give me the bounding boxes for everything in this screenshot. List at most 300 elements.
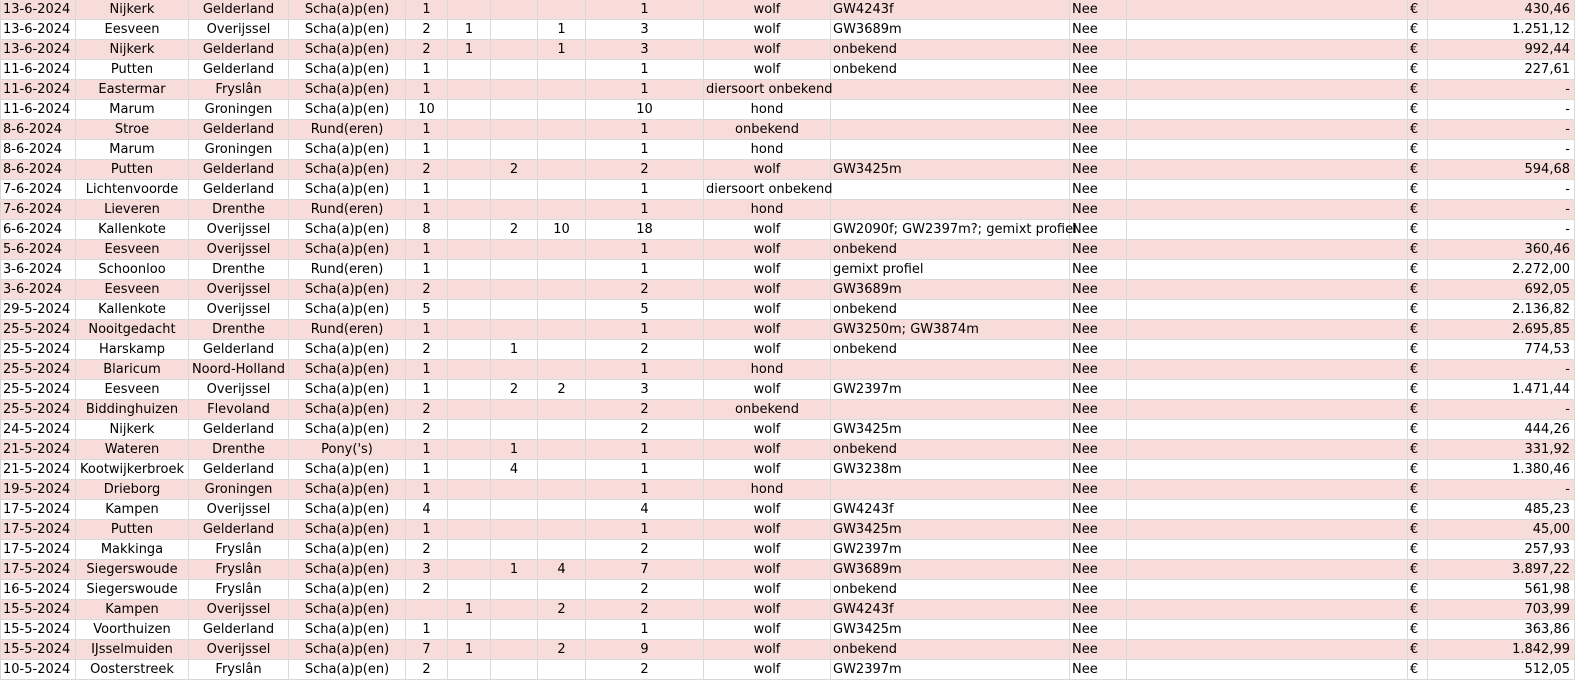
empty-cell[interactable] bbox=[1127, 660, 1408, 680]
place-cell[interactable]: Nooitgedacht bbox=[76, 320, 189, 340]
total-count-cell[interactable]: 4 bbox=[586, 500, 704, 520]
currency-cell[interactable]: € bbox=[1408, 280, 1428, 300]
total-count-cell[interactable]: 1 bbox=[586, 240, 704, 260]
species-cell[interactable]: wolf bbox=[704, 600, 831, 620]
province-cell[interactable]: Flevoland bbox=[189, 400, 289, 420]
date-cell[interactable]: 25-5-2024 bbox=[1, 340, 76, 360]
amount-cell[interactable]: 45,00 bbox=[1428, 520, 1575, 540]
province-cell[interactable]: Overijssel bbox=[189, 220, 289, 240]
individual-cell[interactable]: GW2397m bbox=[831, 540, 1070, 560]
count-cell-2[interactable] bbox=[448, 400, 491, 420]
place-cell[interactable]: Lieveren bbox=[76, 200, 189, 220]
count-cell-4[interactable]: 4 bbox=[538, 560, 586, 580]
species-cell[interactable]: onbekend bbox=[704, 400, 831, 420]
total-count-cell[interactable]: 2 bbox=[586, 540, 704, 560]
count-cell-4[interactable]: 1 bbox=[538, 20, 586, 40]
currency-cell[interactable]: € bbox=[1408, 540, 1428, 560]
empty-cell[interactable] bbox=[1127, 520, 1408, 540]
count-cell-2[interactable] bbox=[448, 320, 491, 340]
individual-cell[interactable]: onbekend bbox=[831, 340, 1070, 360]
empty-cell[interactable] bbox=[1127, 360, 1408, 380]
province-cell[interactable]: Gelderland bbox=[189, 120, 289, 140]
individual-cell[interactable] bbox=[831, 360, 1070, 380]
count-cell-4[interactable] bbox=[538, 120, 586, 140]
species-cell[interactable]: wolf bbox=[704, 420, 831, 440]
amount-cell[interactable]: 512,05 bbox=[1428, 660, 1575, 680]
count-cell-2[interactable] bbox=[448, 360, 491, 380]
count-cell-4[interactable] bbox=[538, 240, 586, 260]
province-cell[interactable]: Gelderland bbox=[189, 340, 289, 360]
table-row[interactable] bbox=[1, 60, 1575, 80]
empty-cell[interactable] bbox=[1127, 60, 1408, 80]
table-row[interactable] bbox=[1, 160, 1575, 180]
count-cell-3[interactable] bbox=[491, 660, 538, 680]
empty-cell[interactable] bbox=[1127, 400, 1408, 420]
date-cell[interactable]: 11-6-2024 bbox=[1, 60, 76, 80]
province-cell[interactable]: Gelderland bbox=[189, 180, 289, 200]
count-cell-3[interactable] bbox=[491, 20, 538, 40]
empty-cell[interactable] bbox=[1127, 500, 1408, 520]
count-cell-2[interactable] bbox=[448, 120, 491, 140]
date-cell[interactable]: 8-6-2024 bbox=[1, 140, 76, 160]
currency-cell[interactable]: € bbox=[1408, 260, 1428, 280]
count-cell-3[interactable]: 1 bbox=[491, 340, 538, 360]
count-cell-4[interactable] bbox=[538, 200, 586, 220]
date-cell[interactable]: 24-5-2024 bbox=[1, 420, 76, 440]
place-cell[interactable]: Oosterstreek bbox=[76, 660, 189, 680]
individual-cell[interactable]: onbekend bbox=[831, 440, 1070, 460]
animal-type-cell[interactable]: Rund(eren) bbox=[289, 200, 406, 220]
currency-cell[interactable]: € bbox=[1408, 560, 1428, 580]
count-cell-3[interactable] bbox=[491, 60, 538, 80]
species-cell[interactable]: wolf bbox=[704, 220, 831, 240]
count-cell-2[interactable] bbox=[448, 660, 491, 680]
table-row[interactable] bbox=[1, 100, 1575, 120]
individual-cell[interactable]: GW3425m bbox=[831, 620, 1070, 640]
count-cell-2[interactable] bbox=[448, 0, 491, 20]
flag-cell[interactable]: Nee bbox=[1070, 440, 1127, 460]
place-cell[interactable]: Marum bbox=[76, 100, 189, 120]
count-cell-1[interactable]: 1 bbox=[406, 360, 448, 380]
individual-cell[interactable] bbox=[831, 140, 1070, 160]
date-cell[interactable]: 6-6-2024 bbox=[1, 220, 76, 240]
province-cell[interactable]: Fryslân bbox=[189, 560, 289, 580]
count-cell-2[interactable] bbox=[448, 380, 491, 400]
individual-cell[interactable]: GW3250m; GW3874m bbox=[831, 320, 1070, 340]
place-cell[interactable]: Nijkerk bbox=[76, 0, 189, 20]
place-cell[interactable]: Lichtenvoorde bbox=[76, 180, 189, 200]
count-cell-1[interactable]: 7 bbox=[406, 640, 448, 660]
flag-cell[interactable]: Nee bbox=[1070, 100, 1127, 120]
count-cell-2[interactable] bbox=[448, 100, 491, 120]
place-cell[interactable]: Siegerswoude bbox=[76, 580, 189, 600]
date-cell[interactable]: 17-5-2024 bbox=[1, 560, 76, 580]
count-cell-2[interactable] bbox=[448, 240, 491, 260]
total-count-cell[interactable]: 1 bbox=[586, 480, 704, 500]
animal-type-cell[interactable]: Scha(a)p(en) bbox=[289, 160, 406, 180]
total-count-cell[interactable]: 2 bbox=[586, 400, 704, 420]
species-cell[interactable]: hond bbox=[704, 140, 831, 160]
animal-type-cell[interactable]: Scha(a)p(en) bbox=[289, 60, 406, 80]
individual-cell[interactable]: onbekend bbox=[831, 40, 1070, 60]
count-cell-4[interactable]: 2 bbox=[538, 600, 586, 620]
individual-cell[interactable] bbox=[831, 100, 1070, 120]
currency-cell[interactable]: € bbox=[1408, 480, 1428, 500]
count-cell-3[interactable]: 2 bbox=[491, 380, 538, 400]
date-cell[interactable]: 25-5-2024 bbox=[1, 320, 76, 340]
species-cell[interactable]: wolf bbox=[704, 320, 831, 340]
place-cell[interactable]: Marum bbox=[76, 140, 189, 160]
province-cell[interactable]: Groningen bbox=[189, 480, 289, 500]
flag-cell[interactable]: Nee bbox=[1070, 660, 1127, 680]
count-cell-2[interactable] bbox=[448, 220, 491, 240]
animal-type-cell[interactable]: Scha(a)p(en) bbox=[289, 360, 406, 380]
currency-cell[interactable]: € bbox=[1408, 400, 1428, 420]
amount-cell[interactable]: 430,46 bbox=[1428, 0, 1575, 20]
province-cell[interactable]: Drenthe bbox=[189, 260, 289, 280]
empty-cell[interactable] bbox=[1127, 440, 1408, 460]
count-cell-1[interactable]: 1 bbox=[406, 0, 448, 20]
empty-cell[interactable] bbox=[1127, 140, 1408, 160]
individual-cell[interactable]: GW3425m bbox=[831, 520, 1070, 540]
count-cell-4[interactable] bbox=[538, 420, 586, 440]
table-row[interactable] bbox=[1, 340, 1575, 360]
amount-cell[interactable]: 594,68 bbox=[1428, 160, 1575, 180]
count-cell-3[interactable] bbox=[491, 600, 538, 620]
count-cell-3[interactable]: 2 bbox=[491, 220, 538, 240]
flag-cell[interactable]: Nee bbox=[1070, 20, 1127, 40]
count-cell-3[interactable] bbox=[491, 100, 538, 120]
animal-type-cell[interactable]: Scha(a)p(en) bbox=[289, 500, 406, 520]
species-cell[interactable]: wolf bbox=[704, 460, 831, 480]
empty-cell[interactable] bbox=[1127, 0, 1408, 20]
flag-cell[interactable]: Nee bbox=[1070, 280, 1127, 300]
count-cell-2[interactable]: 1 bbox=[448, 640, 491, 660]
count-cell-1[interactable]: 1 bbox=[406, 380, 448, 400]
species-cell[interactable]: hond bbox=[704, 200, 831, 220]
individual-cell[interactable]: GW2397m bbox=[831, 660, 1070, 680]
currency-cell[interactable]: € bbox=[1408, 20, 1428, 40]
currency-cell[interactable]: € bbox=[1408, 360, 1428, 380]
date-cell[interactable]: 11-6-2024 bbox=[1, 80, 76, 100]
count-cell-2[interactable] bbox=[448, 480, 491, 500]
date-cell[interactable]: 8-6-2024 bbox=[1, 160, 76, 180]
place-cell[interactable]: Harskamp bbox=[76, 340, 189, 360]
individual-cell[interactable]: GW3425m bbox=[831, 160, 1070, 180]
empty-cell[interactable] bbox=[1127, 100, 1408, 120]
individual-cell[interactable] bbox=[831, 120, 1070, 140]
empty-cell[interactable] bbox=[1127, 260, 1408, 280]
total-count-cell[interactable]: 9 bbox=[586, 640, 704, 660]
count-cell-2[interactable] bbox=[448, 500, 491, 520]
count-cell-4[interactable] bbox=[538, 260, 586, 280]
count-cell-1[interactable]: 1 bbox=[406, 60, 448, 80]
province-cell[interactable]: Overijssel bbox=[189, 500, 289, 520]
species-cell[interactable]: wolf bbox=[704, 40, 831, 60]
count-cell-3[interactable] bbox=[491, 240, 538, 260]
species-cell[interactable]: onbekend bbox=[704, 120, 831, 140]
amount-cell[interactable]: - bbox=[1428, 100, 1575, 120]
animal-type-cell[interactable]: Rund(eren) bbox=[289, 260, 406, 280]
amount-cell[interactable]: - bbox=[1428, 480, 1575, 500]
date-cell[interactable]: 5-6-2024 bbox=[1, 240, 76, 260]
province-cell[interactable]: Overijssel bbox=[189, 240, 289, 260]
animal-type-cell[interactable]: Scha(a)p(en) bbox=[289, 20, 406, 40]
total-count-cell[interactable]: 2 bbox=[586, 420, 704, 440]
province-cell[interactable]: Fryslân bbox=[189, 540, 289, 560]
date-cell[interactable]: 16-5-2024 bbox=[1, 580, 76, 600]
total-count-cell[interactable]: 1 bbox=[586, 120, 704, 140]
place-cell[interactable]: Kallenkote bbox=[76, 300, 189, 320]
total-count-cell[interactable]: 5 bbox=[586, 300, 704, 320]
date-cell[interactable]: 3-6-2024 bbox=[1, 280, 76, 300]
total-count-cell[interactable]: 1 bbox=[586, 80, 704, 100]
table-row[interactable] bbox=[1, 300, 1575, 320]
amount-cell[interactable]: 363,86 bbox=[1428, 620, 1575, 640]
flag-cell[interactable]: Nee bbox=[1070, 140, 1127, 160]
amount-cell[interactable]: 774,53 bbox=[1428, 340, 1575, 360]
currency-cell[interactable]: € bbox=[1408, 140, 1428, 160]
date-cell[interactable]: 25-5-2024 bbox=[1, 380, 76, 400]
count-cell-3[interactable] bbox=[491, 140, 538, 160]
species-cell[interactable]: wolf bbox=[704, 0, 831, 20]
place-cell[interactable]: Voorthuizen bbox=[76, 620, 189, 640]
individual-cell[interactable]: onbekend bbox=[831, 580, 1070, 600]
place-cell[interactable]: Nijkerk bbox=[76, 420, 189, 440]
count-cell-4[interactable] bbox=[538, 80, 586, 100]
animal-type-cell[interactable]: Scha(a)p(en) bbox=[289, 480, 406, 500]
currency-cell[interactable]: € bbox=[1408, 380, 1428, 400]
total-count-cell[interactable]: 10 bbox=[586, 100, 704, 120]
amount-cell[interactable]: - bbox=[1428, 220, 1575, 240]
date-cell[interactable]: 21-5-2024 bbox=[1, 440, 76, 460]
count-cell-1[interactable]: 2 bbox=[406, 580, 448, 600]
empty-cell[interactable] bbox=[1127, 40, 1408, 60]
province-cell[interactable]: Overijssel bbox=[189, 20, 289, 40]
amount-cell[interactable]: 1.251,12 bbox=[1428, 20, 1575, 40]
count-cell-1[interactable]: 1 bbox=[406, 200, 448, 220]
count-cell-1[interactable]: 2 bbox=[406, 280, 448, 300]
animal-type-cell[interactable]: Scha(a)p(en) bbox=[289, 560, 406, 580]
species-cell[interactable]: wolf bbox=[704, 280, 831, 300]
currency-cell[interactable]: € bbox=[1408, 640, 1428, 660]
empty-cell[interactable] bbox=[1127, 220, 1408, 240]
currency-cell[interactable]: € bbox=[1408, 200, 1428, 220]
count-cell-4[interactable] bbox=[538, 620, 586, 640]
count-cell-2[interactable] bbox=[448, 580, 491, 600]
total-count-cell[interactable]: 2 bbox=[586, 340, 704, 360]
animal-type-cell[interactable]: Pony('s) bbox=[289, 440, 406, 460]
individual-cell[interactable] bbox=[831, 400, 1070, 420]
table-row[interactable] bbox=[1, 420, 1575, 440]
count-cell-1[interactable]: 2 bbox=[406, 40, 448, 60]
currency-cell[interactable]: € bbox=[1408, 120, 1428, 140]
count-cell-4[interactable]: 2 bbox=[538, 640, 586, 660]
count-cell-1[interactable]: 2 bbox=[406, 340, 448, 360]
individual-cell[interactable]: GW2090f; GW2397m?; gemixt profiel bbox=[831, 220, 1070, 240]
individual-cell[interactable]: onbekend bbox=[831, 60, 1070, 80]
animal-type-cell[interactable]: Scha(a)p(en) bbox=[289, 460, 406, 480]
species-cell[interactable]: diersoort onbekend bbox=[704, 80, 831, 100]
count-cell-2[interactable]: 1 bbox=[448, 40, 491, 60]
flag-cell[interactable]: Nee bbox=[1070, 640, 1127, 660]
individual-cell[interactable]: GW4243f bbox=[831, 0, 1070, 20]
flag-cell[interactable]: Nee bbox=[1070, 580, 1127, 600]
total-count-cell[interactable]: 2 bbox=[586, 600, 704, 620]
table-row[interactable] bbox=[1, 380, 1575, 400]
empty-cell[interactable] bbox=[1127, 200, 1408, 220]
total-count-cell[interactable]: 1 bbox=[586, 140, 704, 160]
table-row[interactable] bbox=[1, 560, 1575, 580]
empty-cell[interactable] bbox=[1127, 340, 1408, 360]
province-cell[interactable]: Noord-Holland bbox=[189, 360, 289, 380]
flag-cell[interactable]: Nee bbox=[1070, 540, 1127, 560]
count-cell-4[interactable] bbox=[538, 140, 586, 160]
amount-cell[interactable]: 2.695,85 bbox=[1428, 320, 1575, 340]
animal-type-cell[interactable]: Scha(a)p(en) bbox=[289, 340, 406, 360]
table-row[interactable] bbox=[1, 140, 1575, 160]
table-row[interactable] bbox=[1, 520, 1575, 540]
table-row[interactable] bbox=[1, 120, 1575, 140]
count-cell-1[interactable]: 1 bbox=[406, 140, 448, 160]
animal-type-cell[interactable]: Scha(a)p(en) bbox=[289, 580, 406, 600]
date-cell[interactable]: 19-5-2024 bbox=[1, 480, 76, 500]
animal-type-cell[interactable]: Scha(a)p(en) bbox=[289, 620, 406, 640]
species-cell[interactable]: wolf bbox=[704, 620, 831, 640]
count-cell-2[interactable] bbox=[448, 300, 491, 320]
flag-cell[interactable]: Nee bbox=[1070, 0, 1127, 20]
individual-cell[interactable]: onbekend bbox=[831, 240, 1070, 260]
species-cell[interactable]: wolf bbox=[704, 500, 831, 520]
count-cell-3[interactable] bbox=[491, 260, 538, 280]
empty-cell[interactable] bbox=[1127, 20, 1408, 40]
total-count-cell[interactable]: 2 bbox=[586, 160, 704, 180]
flag-cell[interactable]: Nee bbox=[1070, 320, 1127, 340]
individual-cell[interactable]: GW3689m bbox=[831, 280, 1070, 300]
count-cell-1[interactable]: 2 bbox=[406, 420, 448, 440]
place-cell[interactable]: Siegerswoude bbox=[76, 560, 189, 580]
individual-cell[interactable]: GW4243f bbox=[831, 500, 1070, 520]
amount-cell[interactable]: 2.272,00 bbox=[1428, 260, 1575, 280]
amount-cell[interactable]: - bbox=[1428, 360, 1575, 380]
count-cell-2[interactable] bbox=[448, 180, 491, 200]
count-cell-3[interactable]: 1 bbox=[491, 560, 538, 580]
flag-cell[interactable]: Nee bbox=[1070, 500, 1127, 520]
amount-cell[interactable]: - bbox=[1428, 400, 1575, 420]
currency-cell[interactable]: € bbox=[1408, 600, 1428, 620]
count-cell-2[interactable] bbox=[448, 420, 491, 440]
count-cell-1[interactable]: 2 bbox=[406, 160, 448, 180]
count-cell-3[interactable]: 1 bbox=[491, 440, 538, 460]
flag-cell[interactable]: Nee bbox=[1070, 120, 1127, 140]
date-cell[interactable]: 15-5-2024 bbox=[1, 600, 76, 620]
date-cell[interactable]: 17-5-2024 bbox=[1, 520, 76, 540]
species-cell[interactable]: wolf bbox=[704, 660, 831, 680]
empty-cell[interactable] bbox=[1127, 480, 1408, 500]
count-cell-3[interactable] bbox=[491, 280, 538, 300]
place-cell[interactable]: Eesveen bbox=[76, 280, 189, 300]
count-cell-1[interactable]: 1 bbox=[406, 480, 448, 500]
count-cell-3[interactable] bbox=[491, 640, 538, 660]
date-cell[interactable]: 10-5-2024 bbox=[1, 660, 76, 680]
table-row[interactable] bbox=[1, 480, 1575, 500]
count-cell-2[interactable] bbox=[448, 520, 491, 540]
empty-cell[interactable] bbox=[1127, 560, 1408, 580]
total-count-cell[interactable]: 3 bbox=[586, 380, 704, 400]
province-cell[interactable]: Gelderland bbox=[189, 620, 289, 640]
count-cell-3[interactable]: 4 bbox=[491, 460, 538, 480]
province-cell[interactable]: Overijssel bbox=[189, 280, 289, 300]
count-cell-1[interactable]: 1 bbox=[406, 260, 448, 280]
province-cell[interactable]: Fryslân bbox=[189, 660, 289, 680]
count-cell-1[interactable]: 1 bbox=[406, 80, 448, 100]
species-cell[interactable]: wolf bbox=[704, 300, 831, 320]
count-cell-3[interactable] bbox=[491, 480, 538, 500]
empty-cell[interactable] bbox=[1127, 640, 1408, 660]
species-cell[interactable]: wolf bbox=[704, 240, 831, 260]
count-cell-1[interactable]: 1 bbox=[406, 460, 448, 480]
date-cell[interactable]: 7-6-2024 bbox=[1, 200, 76, 220]
flag-cell[interactable]: Nee bbox=[1070, 600, 1127, 620]
place-cell[interactable]: Eastermar bbox=[76, 80, 189, 100]
amount-cell[interactable]: 692,05 bbox=[1428, 280, 1575, 300]
province-cell[interactable]: Drenthe bbox=[189, 440, 289, 460]
animal-type-cell[interactable]: Rund(eren) bbox=[289, 320, 406, 340]
count-cell-2[interactable] bbox=[448, 460, 491, 480]
count-cell-2[interactable] bbox=[448, 440, 491, 460]
province-cell[interactable]: Groningen bbox=[189, 140, 289, 160]
count-cell-1[interactable]: 1 bbox=[406, 120, 448, 140]
amount-cell[interactable]: 331,92 bbox=[1428, 440, 1575, 460]
total-count-cell[interactable]: 1 bbox=[586, 440, 704, 460]
currency-cell[interactable]: € bbox=[1408, 100, 1428, 120]
province-cell[interactable]: Gelderland bbox=[189, 520, 289, 540]
amount-cell[interactable]: 444,26 bbox=[1428, 420, 1575, 440]
flag-cell[interactable]: Nee bbox=[1070, 260, 1127, 280]
animal-type-cell[interactable]: Scha(a)p(en) bbox=[289, 220, 406, 240]
count-cell-1[interactable] bbox=[406, 600, 448, 620]
province-cell[interactable]: Drenthe bbox=[189, 320, 289, 340]
count-cell-3[interactable] bbox=[491, 180, 538, 200]
count-cell-1[interactable]: 4 bbox=[406, 500, 448, 520]
count-cell-2[interactable]: 1 bbox=[448, 20, 491, 40]
total-count-cell[interactable]: 18 bbox=[586, 220, 704, 240]
currency-cell[interactable]: € bbox=[1408, 40, 1428, 60]
animal-type-cell[interactable]: Scha(a)p(en) bbox=[289, 600, 406, 620]
currency-cell[interactable]: € bbox=[1408, 500, 1428, 520]
count-cell-3[interactable]: 2 bbox=[491, 160, 538, 180]
empty-cell[interactable] bbox=[1127, 180, 1408, 200]
count-cell-4[interactable] bbox=[538, 100, 586, 120]
date-cell[interactable]: 13-6-2024 bbox=[1, 40, 76, 60]
date-cell[interactable]: 15-5-2024 bbox=[1, 620, 76, 640]
count-cell-1[interactable]: 8 bbox=[406, 220, 448, 240]
count-cell-4[interactable]: 10 bbox=[538, 220, 586, 240]
amount-cell[interactable]: 2.136,82 bbox=[1428, 300, 1575, 320]
count-cell-4[interactable] bbox=[538, 60, 586, 80]
count-cell-4[interactable] bbox=[538, 0, 586, 20]
count-cell-1[interactable]: 1 bbox=[406, 240, 448, 260]
place-cell[interactable]: Kallenkote bbox=[76, 220, 189, 240]
currency-cell[interactable]: € bbox=[1408, 60, 1428, 80]
species-cell[interactable]: wolf bbox=[704, 380, 831, 400]
currency-cell[interactable]: € bbox=[1408, 0, 1428, 20]
amount-cell[interactable]: - bbox=[1428, 80, 1575, 100]
place-cell[interactable]: Kootwijkerbroek bbox=[76, 460, 189, 480]
count-cell-1[interactable]: 1 bbox=[406, 440, 448, 460]
flag-cell[interactable]: Nee bbox=[1070, 160, 1127, 180]
empty-cell[interactable] bbox=[1127, 540, 1408, 560]
